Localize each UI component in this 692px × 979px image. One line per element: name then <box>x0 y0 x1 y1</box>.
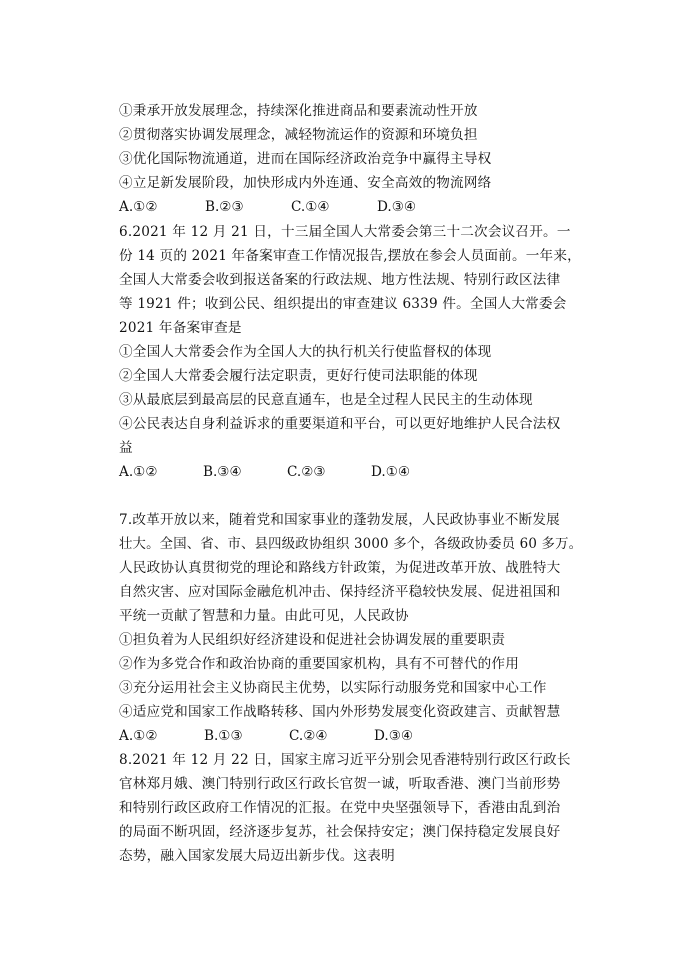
q5-choice-c: C.①④ <box>291 199 330 215</box>
q7-stem-line-2: 壮大。全国、省、市、县四级政协组织 3000 多个，各级政协委员 60 多万。 <box>119 536 583 552</box>
q5-choice-d: D.③④ <box>377 199 417 215</box>
q6-option-4-cont: 益 <box>119 440 133 456</box>
q6-choices <box>119 463 410 481</box>
q6-stem-line-2: 份 14 页的 2021 年备案审查工作情况报告,摆放在参会人员面前。一年来， <box>119 248 581 264</box>
q7-stem-line-5: 平统一贡献了智慧和力量。由此可见，人民政协 <box>119 608 409 624</box>
q6-option-3: ③从最底层到最高层的民意直通车，也是全过程人民民主的生动体现 <box>119 392 533 408</box>
q6-option-4: ④公民表达自身利益诉求的重要渠道和平台，可以更好地维护人民合法权 <box>119 416 561 432</box>
q8-stem-line-4: 的局面不断巩固，经济逐步复苏，社会保持安定；澳门保持稳定发展良好 <box>119 824 561 840</box>
q6-choice-b: B.③④ <box>203 464 242 480</box>
q8-stem-line-1: 8.2021 年 12 月 22 日，国家主席习近平分别会见香港特别行政区行政长 <box>119 752 571 768</box>
q8-stem-line-2: 官林郑月娥、澳门特别行政区行政长官贺一诚，听取香港、澳门当前形势 <box>119 776 561 792</box>
q7-stem-line-4: 自然灾害、应对国际金融危机冲击、保持经济平稳较快发展、促进祖国和 <box>119 584 561 600</box>
q6-stem-line-3: 全国人大常委会收到报送备案的行政法规、地方性法规、特别行政区法律 <box>119 272 561 288</box>
q7-stem-line-1: 7.改革开放以来，随着党和国家事业的蓬勃发展，人民政协事业不断发展 <box>119 512 560 528</box>
q6-stem-line-5: 2021 年备案审查是 <box>119 320 242 336</box>
q7-stem-line-3: 人民政协认真贯彻党的理论和路线方针政策，为促进改革开放、战胜特大 <box>119 560 561 576</box>
q6-choice-d: D.①④ <box>371 464 411 480</box>
q7-option-4: ④适应党和国家工作战略转移、国内外形势发展变化资政建言、贡献智慧 <box>119 704 561 720</box>
q5-choice-a: A.①② <box>119 199 158 215</box>
q6-stem-line-1: 6.2021 年 12 月 21 日，十三届全国人大常委会第三十二次会议召开。一 <box>119 224 571 240</box>
q5-option-2: ②贯彻落实协调发展理念，减轻物流运作的资源和环境负担 <box>119 127 478 143</box>
q7-option-1: ①担负着为人民组织好经济建设和促进社会协调发展的重要职责 <box>119 632 506 648</box>
q7-choice-d: D.③④ <box>374 728 414 744</box>
q7-choices <box>119 727 413 745</box>
q6-choice-c: C.②③ <box>287 464 326 480</box>
q8-stem-line-5: 态势，融入国家发展大局迈出新步伐。这表明 <box>119 848 395 864</box>
q6-option-2: ②全国人大常委会履行法定职责，更好行使司法职能的体现 <box>119 368 478 384</box>
q5-choice-b: B.②③ <box>205 199 244 215</box>
q5-option-3: ③优化国际物流通道，进而在国际经济政治竞争中赢得主导权 <box>119 151 492 167</box>
q8-stem-line-3: 和特别行政区政府工作情况的汇报。在党中央坚强领导下，香港由乱到治 <box>119 800 561 816</box>
q5-choices <box>119 198 416 216</box>
q7-option-3: ③充分运用社会主义协商民主优势，以实际行动服务党和国家中心工作 <box>119 680 547 696</box>
q6-stem-line-4: 等 1921 件；收到公民、组织提出的审查建议 6339 件。全国人大常委会 <box>119 296 567 312</box>
q7-choice-a: A.①② <box>119 728 158 744</box>
q7-choice-b: B.①③ <box>204 728 243 744</box>
q6-option-1: ①全国人大常委会作为全国人大的执行机关行使监督权的体现 <box>119 344 492 360</box>
q7-option-2: ②作为多党合作和政治协商的重要国家机构，具有不可替代的作用 <box>119 656 520 672</box>
q6-choice-a: A.①② <box>119 464 158 480</box>
q5-option-4: ④立足新发展阶段，加快形成内外连通、安全高效的物流网络 <box>119 175 492 191</box>
q7-choice-c: C.②④ <box>289 728 328 744</box>
q5-option-1: ①秉承开放发展理念，持续深化推进商品和要素流动性开放 <box>119 103 478 119</box>
